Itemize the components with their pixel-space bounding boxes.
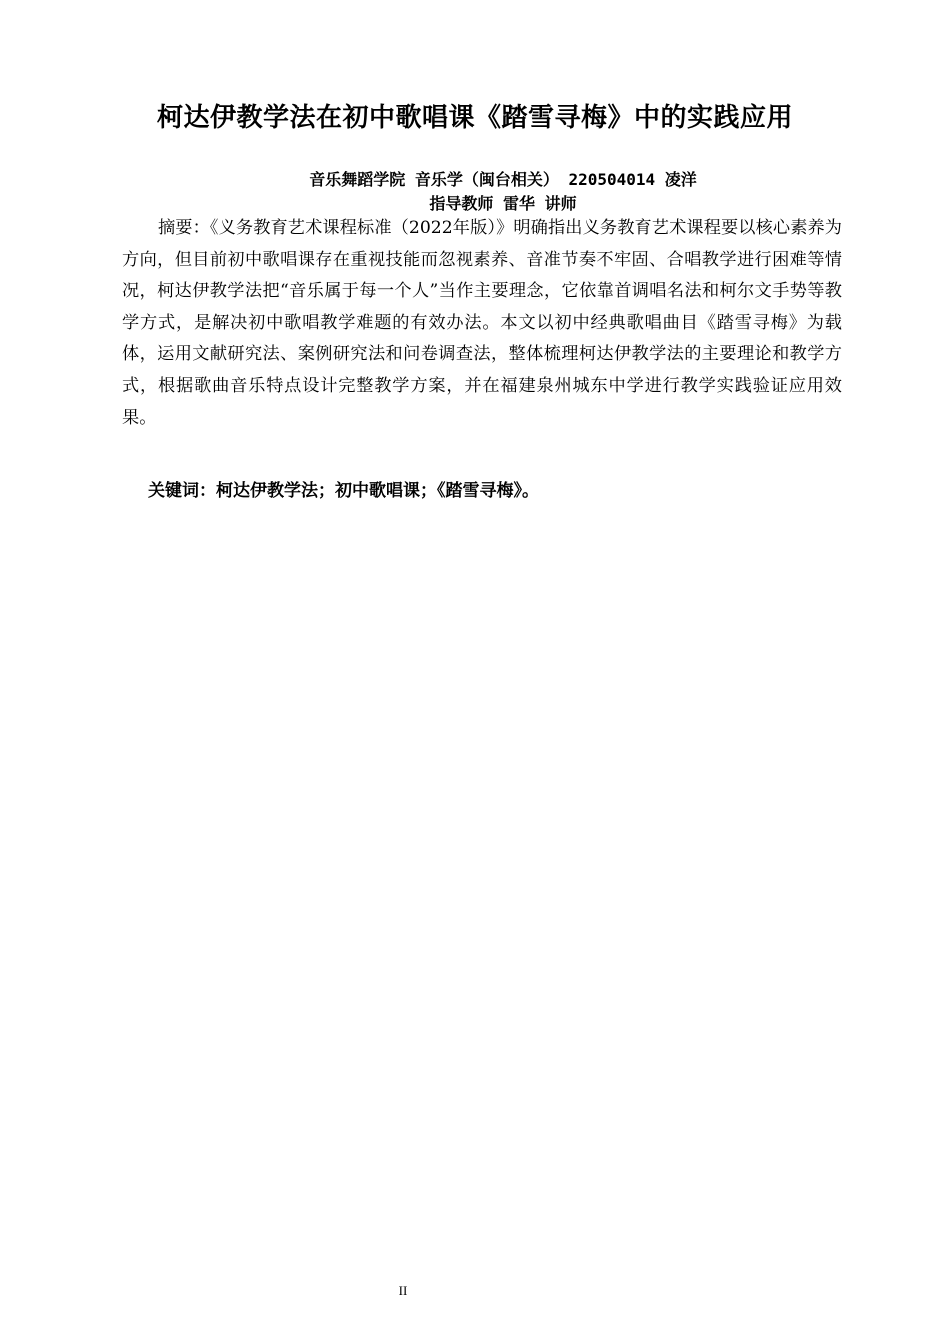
keywords-line: 关键词：柯达伊教学法；初中歌唱课；《踏雪寻梅》。 <box>148 481 539 501</box>
page-number: II <box>398 1283 408 1298</box>
abstract-paragraph: 摘要：《义务教育艺术课程标准（2022年版）》明确指出义务教育艺术课程要以核心素养为方向，但目前初中歌唱课存在重视技能而忽视素养、音准节奏不牢固、合唱教学进行困难等情况，柯达伊教学法把“音乐属于每一个人”当作主要理念，它依靠首调唱名法和柯尔文手势等教学方式，是解决初中歌唱教学难题的有效办法。本文以初中经典歌唱曲目《踏雪寻梅》为载体，运用文献研究法、案例研究法和问卷调查法，整体梳理柯达伊教学法的主要理论和教学方式，根据歌曲音乐特点设计完整教学方案，并在福建泉州城东中学进行教学实践验证应用效果。 <box>122 218 842 428</box>
paper-title: 柯达伊教学法在初中歌唱课《踏雪寻梅》中的实践应用 <box>156 103 793 133</box>
advisor-line: 指导教师 雷华 讲师 <box>429 194 577 213</box>
author-line: 音乐舞蹈学院 音乐学（闽台相关） 220504014 凌洋 <box>309 170 697 189</box>
